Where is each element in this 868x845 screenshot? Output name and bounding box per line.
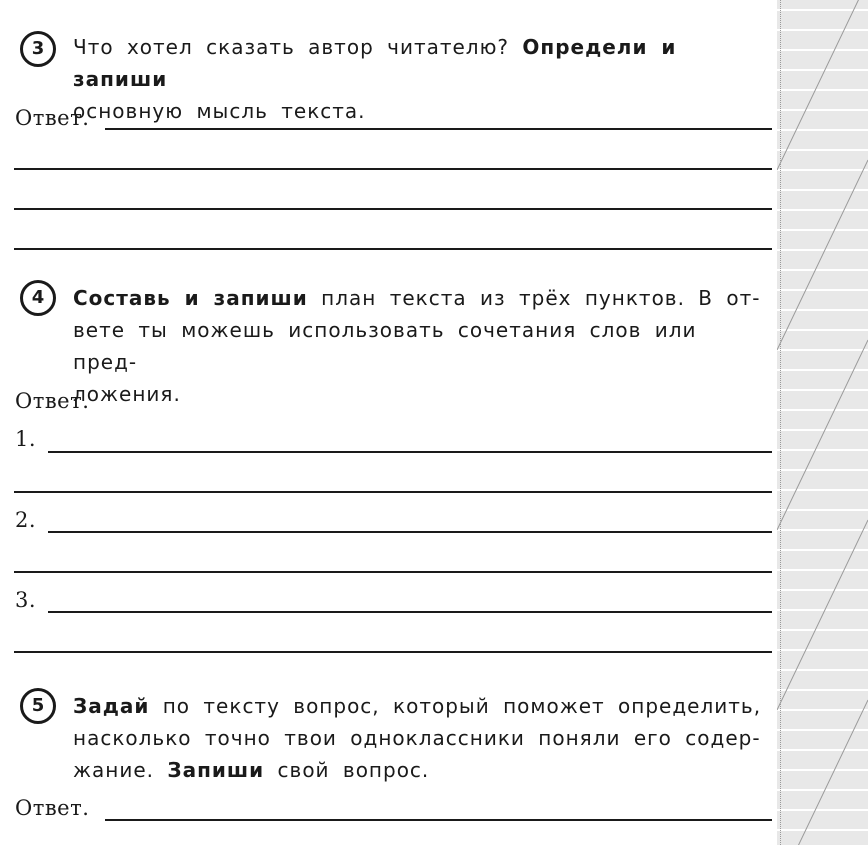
- task-3-text-1: Что хотел сказать автор читателю?: [73, 35, 523, 59]
- task-5-text-2: насколько точно твои одноклассники поняли его содер-: [73, 726, 761, 750]
- task-3-answer-line-1[interactable]: [105, 128, 772, 130]
- task-5-answer-label: Ответ.: [15, 796, 90, 820]
- plan-item-2-number: 2.: [15, 508, 37, 532]
- task-5-text-3: жание.: [73, 758, 168, 782]
- task-3-text: [73, 31, 773, 127]
- margin-slant: [777, 160, 868, 350]
- task-3-answer-line-2[interactable]: [14, 168, 772, 170]
- plan-item-2-line[interactable]: [48, 531, 772, 533]
- task-5-text-4: свой вопрос.: [264, 758, 430, 782]
- plan-item-1-line-2[interactable]: [14, 491, 772, 493]
- plan-item-1-number: 1.: [15, 427, 37, 451]
- task-4-answer-label: Ответ.: [15, 389, 90, 413]
- task-4-bold-1: Составь и запиши: [73, 286, 308, 310]
- margin-grid: [777, 0, 868, 845]
- plan-item-1-line[interactable]: [48, 451, 772, 453]
- task-3-bold-1: Определи и запиши: [73, 35, 677, 91]
- margin-slant: [777, 700, 868, 845]
- task-3-answer-line-3[interactable]: [14, 208, 772, 210]
- task-5-bold-2: Запиши: [167, 758, 265, 782]
- task-4-text: [73, 282, 773, 410]
- margin-strip: [777, 0, 868, 845]
- task-number-4: 4: [20, 280, 56, 316]
- margin-slant: [777, 0, 868, 170]
- plan-item-3-line[interactable]: [48, 611, 772, 613]
- task-3-answer-label: Ответ.: [15, 106, 90, 130]
- plan-item-3-line-2[interactable]: [14, 651, 772, 653]
- plan-item-2-line-2[interactable]: [14, 571, 772, 573]
- task-5-text-1: по тексту вопрос, который поможет определить,: [149, 694, 762, 718]
- task-number-5: 5: [20, 688, 56, 724]
- cut-line: [780, 0, 781, 845]
- task-4-text-1: план текста из трёх пунктов. В от-: [307, 286, 761, 310]
- margin-slant: [777, 340, 868, 530]
- task-3-text-2: основную мысль текста.: [73, 99, 366, 123]
- task-4-text-2: вете ты можешь использовать сочетания слов или пред-: [73, 318, 697, 374]
- task-number-3: 3: [20, 31, 56, 67]
- task-5-text: [73, 690, 773, 786]
- task-5-bold-1: Задай: [73, 694, 150, 718]
- margin-slant: [777, 520, 868, 710]
- task-4-text-3: ложения.: [73, 382, 181, 406]
- plan-item-3-number: 3.: [15, 588, 37, 612]
- task-3-answer-line-4[interactable]: [14, 248, 772, 250]
- task-5-answer-line-1[interactable]: [105, 819, 772, 821]
